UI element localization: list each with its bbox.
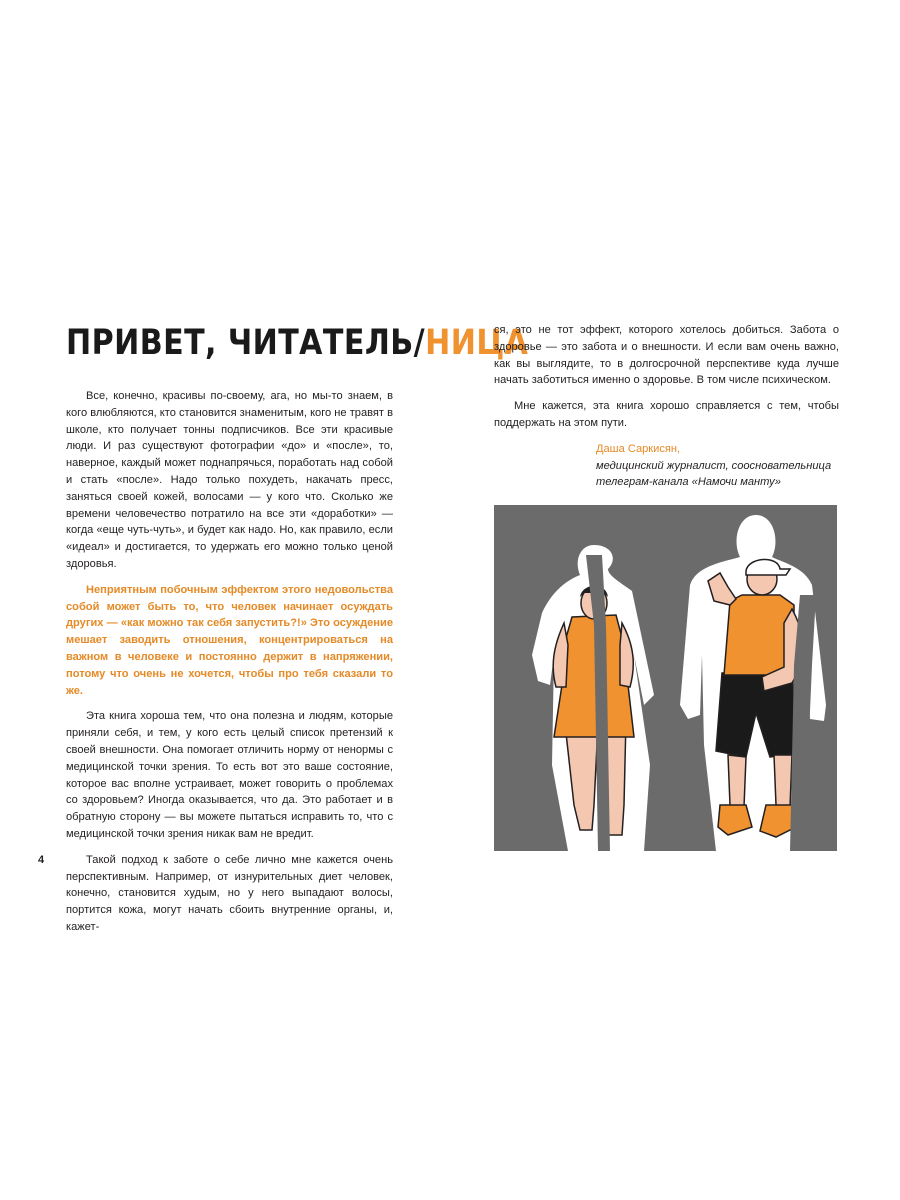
signature-role-line2: телеграм-канала «Намочи манту» — [596, 476, 781, 489]
heading-suffix: НИЦА — [425, 323, 529, 363]
book-benefit-paragraph: Эта книга хороша тем, что она полезна и людям, которые приняли себя, и тем, у кого есть целый список претензий к своей внешности. Она помогает отличить норму от ненормы с медицинской точки зрения. То есть вот это ваше состояние, которое вас вполне устраивает, может говорить о проблемах со здоровьем? Иногда оказывается, что да. Это работает и в обратную сторону — вы можете пытаться исправить то, что с медицинской точки зрения никак вам не вредит. — [66, 710, 393, 840]
continued-paragraph: ся, это не тот эффект, которого хотелось добиться. Забота о здоровье — это забота и о внешности. И если вам очень важно, как вы выглядите, то в долгосрочной перспективе куда лучше начать заботиться именно о здоровье. В том числе психическом. — [494, 324, 839, 387]
illustration-two-figures — [494, 505, 837, 851]
illustration-svg — [494, 505, 837, 851]
signature-role-line1: медицинский журналист, соосновательница — [596, 459, 832, 472]
support-paragraph: Мне кажется, эта книга хорошо справляется с тем, чтобы поддержать на этом пути. — [494, 400, 839, 429]
heading-slash: / — [413, 323, 426, 363]
left-page — [66, 322, 529, 945]
signature — [596, 441, 839, 491]
right-page — [494, 322, 839, 491]
page-number: 4 — [38, 854, 45, 866]
highlight-paragraph: Неприятным побочным эффектом этого недовольства собой может быть то, что человек начинает осуждать других — «как можно так себя запустить?!» Это осуждение мешает заводить отношения, концентрироваться на важном в человеке и постоянно держит в напряжении, потому что очень не хочется, чтобы про тебя сказали то же. — [66, 583, 393, 697]
man-leg-right — [774, 755, 792, 807]
signature-name: Даша Саркисян, — [596, 442, 681, 455]
man-leg-left — [728, 755, 746, 807]
page-heading — [66, 322, 529, 364]
intro-paragraph: Все, конечно, красивы по-своему, ага, но мы-то знаем, в кого влюбляются, кто становится знаменитым, кого не травят в школе, кто получает тонны подписчиков. Все эти красивые люди. И раз существуют фотографии «до» и «после», то, наверное, каждый может поднапрячься, поработать над собой и стать «после». Надо только похудеть, накачать пресс, заняться своей кожей, волосами — у кого что. Сколько же времени человечество потратило на все эти «доработки» — когда «еще чуть-чуть», и будет как надо. Но, как правило, если «идеал» и достигается, то удержать его можно только ценой здоровья. — [66, 390, 393, 570]
heading-main: ПРИВЕТ, ЧИТАТЕЛЬ — [66, 323, 414, 363]
approach-paragraph: Такой подход к заботе о себе лично мне кажется очень перспективным. Например, от изнурительных диет человек, конечно, становится худым, но у него выпадают волосы, портится кожа, могут начать сбоить внутренние органы, и, кажет- — [66, 853, 393, 933]
